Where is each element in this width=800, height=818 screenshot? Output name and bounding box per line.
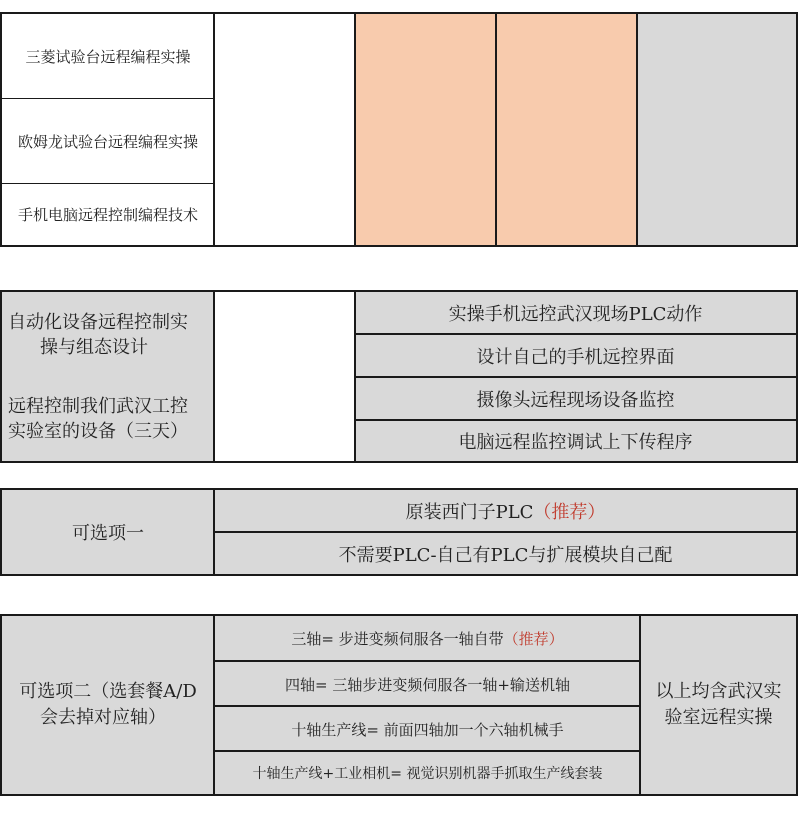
course-table-1 <box>0 12 798 247</box>
row-divider <box>214 750 640 752</box>
axis-package-three <box>215 616 640 661</box>
option-one-siemens <box>215 490 796 532</box>
column-divider <box>354 14 356 245</box>
option-one-table <box>0 488 798 576</box>
blank-column <box>214 292 355 461</box>
highlight-column-1 <box>355 14 496 245</box>
option-main-text: 不需要PLC-自己有PLC与扩展模块自己配 <box>338 544 673 566</box>
description-line: 操与组态设计 <box>40 337 148 358</box>
remote-item-label: 电脑远程监控调试上下传程序 <box>458 432 693 453</box>
option-one-own-plc <box>215 533 796 574</box>
row-divider <box>2 98 214 99</box>
blank-column <box>214 14 355 245</box>
highlight-column-2 <box>496 14 637 245</box>
row-divider <box>355 376 796 378</box>
course-row-label: 欧姆龙试验台远程编程实操 <box>17 133 198 151</box>
axis-package-text: 四轴= 三轴步进变频伺服各一轴+输送机轴 <box>285 675 570 694</box>
remote-item-label: 设计自己的手机远控界面 <box>476 347 675 368</box>
axis-package-text: 十轴生产线= 前面四轴加一个六轴机械手 <box>291 720 564 739</box>
row-divider <box>214 705 640 707</box>
course-row-omron <box>2 99 214 184</box>
option-main-text: 原装西门子PLC <box>405 502 534 523</box>
column-divider <box>213 292 215 461</box>
option-two-label-line: 可选项二（选套餐A/D <box>19 681 197 702</box>
row-divider <box>214 531 796 533</box>
axis-package-text: 三轴= 步进变频伺服各一轴自带 <box>291 630 504 648</box>
row-divider <box>214 660 640 662</box>
option-two-label <box>2 616 214 794</box>
column-divider <box>495 14 497 245</box>
course-row-mitsubishi <box>2 14 214 99</box>
row-divider <box>355 333 796 335</box>
remote-item <box>355 292 796 334</box>
remote-item-label: 实操手机远控武汉现场PLC动作 <box>448 304 703 325</box>
option-two-note-line: 验室远程实操 <box>664 707 773 728</box>
row-divider <box>2 183 214 184</box>
remote-control-table <box>0 290 798 463</box>
option-one-label-text: 可选项一 <box>72 523 144 544</box>
gray-column <box>637 14 796 245</box>
course-row-label: 手机电脑远程控制编程技术 <box>17 206 198 224</box>
course-row-label: 三菱试验台远程编程实操 <box>25 48 191 66</box>
recommend-tag: （推荐） <box>533 502 606 523</box>
recommend-tag: （推荐） <box>503 630 564 648</box>
axis-package-four <box>215 662 640 706</box>
description-line: 自动化设备远程控制实 <box>8 312 188 333</box>
axis-package-text: 十轴生产线+工业相机= 视觉识别机器手抓取生产线套装 <box>252 766 603 782</box>
axis-package-ten <box>215 707 640 751</box>
remote-item <box>355 378 796 420</box>
description-line: 远程控制我们武汉工控 <box>8 396 188 417</box>
remote-item <box>355 335 796 377</box>
column-divider <box>213 14 215 245</box>
option-two-label-line: 会去掉对应轴） <box>40 707 166 728</box>
course-row-mobile-pc <box>2 184 214 245</box>
remote-item <box>355 421 796 461</box>
description-line: 实验室的设备（三天） <box>8 421 188 442</box>
column-divider <box>636 14 638 245</box>
option-one-label <box>2 490 214 574</box>
remote-control-description <box>2 292 214 461</box>
remote-item-label: 摄像头远程现场设备监控 <box>476 390 675 411</box>
option-two-table <box>0 614 798 796</box>
axis-package-ten-camera <box>215 752 640 794</box>
row-divider <box>355 419 796 421</box>
option-two-note <box>641 616 796 794</box>
option-two-note-line: 以上均含武汉实 <box>655 681 782 702</box>
